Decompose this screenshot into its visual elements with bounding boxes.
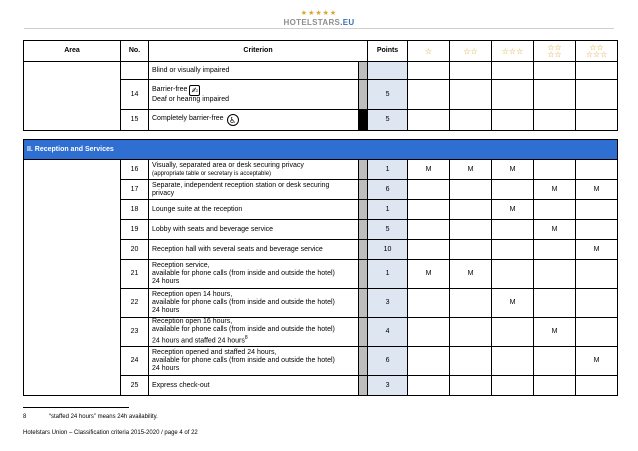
table-row [24,160,618,180]
star-level-1-cell: M [408,160,450,180]
star-level-1-cell [408,289,450,318]
points-cell: 1 [368,200,408,220]
row-number: 19 [121,220,149,240]
table-row [24,110,618,131]
footnote [23,414,158,420]
star-level-4-cell [534,200,576,220]
points-cell: 6 [368,180,408,200]
points-cell: 1 [368,160,408,180]
star-level-4-cell: M [534,180,576,200]
table-row [24,200,618,220]
row-number: 15 [121,110,149,131]
table-row [24,220,618,240]
star-level-5-cell: M [576,347,618,376]
star-level-3-cell [492,260,534,289]
star-level-2-cell [450,240,492,260]
star-level-3-cell [492,180,534,200]
star-level-3-cell: M [492,160,534,180]
star-level-3-cell [492,220,534,240]
star-level-5-cell [576,160,618,180]
star-level-4-cell: M [534,220,576,240]
star-level-2-cell [450,180,492,200]
star-level-4-cell [534,289,576,318]
points-cell: 5 [368,110,408,131]
points-cell: 10 [368,240,408,260]
points-cell: 3 [368,376,408,396]
star-level-1-cell [408,240,450,260]
star-level-2-cell: M [450,260,492,289]
criterion-cell: Reception opened and staffed 24 hours, available for phone calls (from inside and outside the hotel) 24 hours [149,347,359,376]
row-number: 22 [121,289,149,318]
table-row [24,260,618,289]
crown-stars-icon: ★★★★★ [300,10,338,17]
star-level-3-cell [492,376,534,396]
criterion-cell: Lobby with seats and beverage service [149,220,359,240]
star-level-2-cell [450,318,492,347]
wheelchair-icon: ♿ [227,114,239,126]
star-level-1-cell [408,200,450,220]
criterion-cell: Reception open 14 hours, available for phone calls (from inside and outside the hotel) 24 hours [149,289,359,318]
star-level-5-cell [576,289,618,318]
star-level-3-cell [492,347,534,376]
star-level-1-cell [408,180,450,200]
hotelstars-logo [0,10,638,27]
criterion-cell: Separate, independent reception station or desk securing privacy [149,180,359,200]
table-row [24,180,618,200]
star-level-5-cell [576,260,618,289]
star-level-2-cell [450,200,492,220]
star-level-1-cell [408,347,450,376]
star-level-2-cell [450,289,492,318]
star-level-1-cell [408,220,450,240]
header-3-star-icon: ☆☆☆ [492,41,534,62]
star-level-4-cell [534,347,576,376]
header-2-star-icon: ☆☆ [450,41,492,62]
header-no: No. [121,41,149,62]
row-number: 24 [121,347,149,376]
footnote-text: “staffed 24 hours” means 24h availability. [49,414,158,420]
header-rule [24,28,614,29]
points-cell: 4 [368,318,408,347]
logo-suffix: .EU [340,18,355,27]
header-points: Points [368,41,408,62]
table-row [24,240,618,260]
star-level-5-cell: M [576,240,618,260]
star-level-2-cell: M [450,160,492,180]
footnote-ref: 8 [244,335,248,342]
section-header-row [24,140,618,160]
star-level-4-cell [534,160,576,180]
star-level-5-cell: M [576,180,618,200]
star-level-3-cell [492,240,534,260]
table-row [24,80,618,110]
star-level-3-cell [492,318,534,347]
criterion-cell: Reception hall with several seats and beverage service [149,240,359,260]
footnote-rule [23,407,129,408]
star-level-1-cell [408,318,450,347]
star-level-1-cell [408,376,450,396]
section-title: II. Reception and Services [24,140,618,160]
star-level-5-cell [576,220,618,240]
star-level-2-cell [450,347,492,376]
footnote-number: 8 [23,414,27,420]
header-area: Area [24,41,121,62]
logo-text [0,18,638,27]
criterion-note: (appropriate table or secretary is acceptable) [152,170,272,177]
points-cell: 5 [368,80,408,110]
row-number: 14 [121,80,149,110]
criterion-cell: Visually, separated area or desk securing privacy (appropriate table or secretary is acceptable) [149,160,359,180]
star-level-2-cell [450,376,492,396]
star-level-4-cell [534,240,576,260]
star-level-5-cell [576,318,618,347]
page-footer: Hotelstars Union – Classification criteria 2015-2020 / page 4 of 22 [23,430,198,436]
criterion-cell: Blind or visually impaired [149,62,359,80]
points-cell: 5 [368,220,408,240]
criteria-table [23,40,618,396]
table-row [24,62,618,80]
row-number: 23 [121,318,149,347]
star-level-4-cell: M [534,318,576,347]
header-5-star-icon: ☆☆ ☆☆☆ [576,41,618,62]
star-level-3-cell: M [492,289,534,318]
criterion-cell: Reception open 16 hours, available for phone calls (from inside and outside the hotel) 24 hours and staffed 24 hours$^8$ [149,318,359,347]
criterion-cell: Completely barrier-free ♿ [149,110,359,131]
points-cell: 3 [368,289,408,318]
criterion-cell: Reception service, available for phone calls (from inside and outside the hotel) 24 hours [149,260,359,289]
points-cell: 1 [368,260,408,289]
star-level-4-cell [534,260,576,289]
star-level-5-cell [576,200,618,220]
star-level-5-cell [576,376,618,396]
star-level-3-cell: M [492,200,534,220]
table-row [24,376,618,396]
header-4-star-icon: ☆☆ ☆☆ [534,41,576,62]
star-level-4-cell [534,376,576,396]
criterion-cell: Lounge suite at the reception [149,200,359,220]
header-criterion: Criterion [149,41,368,62]
table-row [24,318,618,347]
row-number: 18 [121,200,149,220]
table-row [24,289,618,318]
row-number: 16 [121,160,149,180]
header-1-star-icon: ☆ [408,41,450,62]
points-cell: 6 [368,347,408,376]
criterion-cell: Express check-out [149,376,359,396]
row-number: 21 [121,260,149,289]
logo-brand: HOTELSTARS [283,18,341,27]
row-number: 25 [121,376,149,396]
star-level-2-cell [450,220,492,240]
star-level-1-cell: M [408,260,450,289]
table-header-row [24,41,618,62]
table-row [24,347,618,376]
row-number: 20 [121,240,149,260]
criterion-cell: Barrier-free ✍ Deaf or hearing impaired [149,80,359,110]
row-number: 17 [121,180,149,200]
hearing-impaired-icon: ✍ [189,85,200,96]
